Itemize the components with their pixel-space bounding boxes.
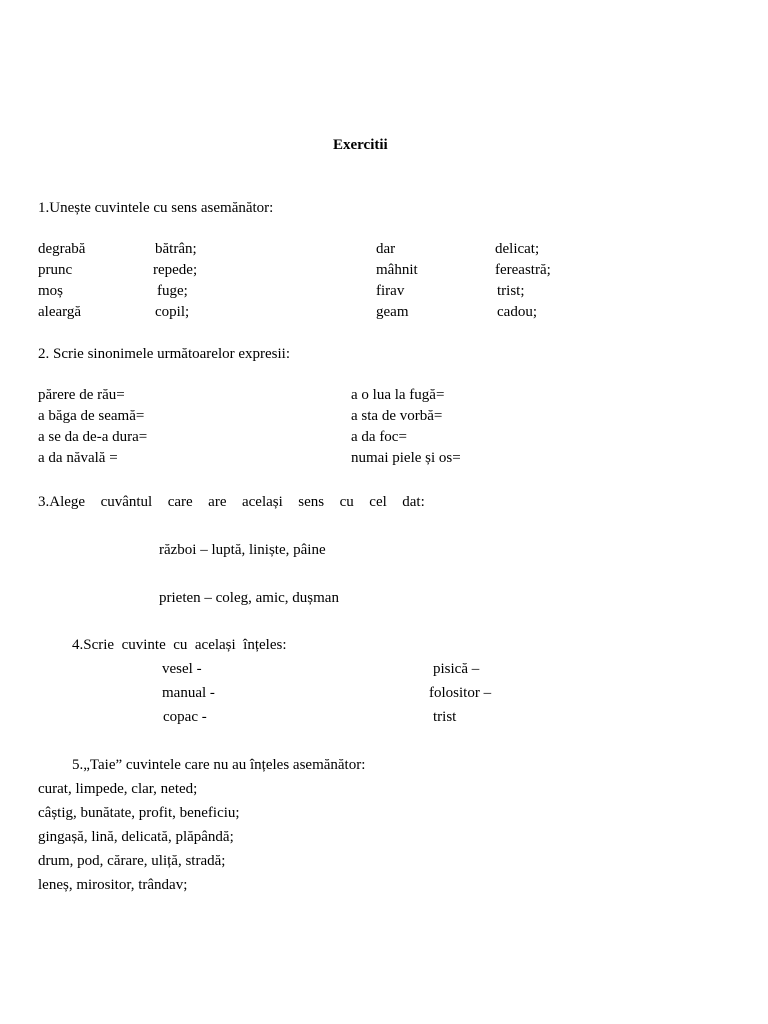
ex1-word: prunc: [38, 262, 73, 278]
ex4-word: manual -: [162, 685, 215, 701]
ex3-heading: 3.Alege cuvântul care are același sens cu cel dat:: [38, 494, 425, 510]
ex2-heading: 2. Scrie sinonimele următoarelor expresii:: [38, 346, 291, 362]
ex4-word: folositor –: [429, 685, 492, 701]
ex1-word: firav: [376, 283, 405, 299]
ex2-expression: a da năvală =: [38, 450, 118, 466]
ex1-heading: 1.Unește cuvintele cu sens asemănător:: [38, 200, 274, 216]
ex2-expression: a o lua la fugă=: [351, 387, 445, 403]
ex1-word: fuge;: [157, 283, 188, 299]
ex2-expression: părere de rău=: [38, 387, 125, 403]
ex1-word: aleargă: [38, 304, 82, 320]
ex2-expression: a băga de seamă=: [38, 408, 145, 424]
ex2-expression: a sta de vorbă=: [351, 408, 443, 424]
ex5-line: gingașă, lină, delicată, plăpândă;: [38, 829, 234, 845]
ex5-line: câștig, bunătate, profit, beneficiu;: [38, 805, 240, 821]
ex3-line: război – luptă, liniște, pâine: [159, 542, 326, 558]
ex5-line: leneș, mirositor, trândav;: [38, 877, 188, 893]
ex4-heading: 4.Scrie cuvinte cu același înțeles:: [72, 637, 287, 653]
ex4-word: pisică –: [433, 661, 480, 677]
ex1-word: fereastră;: [495, 262, 551, 278]
ex1-word: repede;: [153, 262, 198, 278]
ex1-word: degrabă: [38, 241, 86, 257]
ex1-word: mâhnit: [376, 262, 418, 278]
ex2-expression: numai piele și os=: [351, 450, 461, 466]
ex1-word: trist;: [497, 283, 525, 299]
ex2-expression: a da foc=: [351, 429, 407, 445]
ex1-word: dar: [376, 241, 396, 257]
ex1-word: delicat;: [495, 241, 540, 257]
page-title: Exercitii: [333, 137, 388, 153]
ex1-word: moș: [38, 283, 64, 299]
ex5-line: drum, pod, cărare, uliță, stradă;: [38, 853, 226, 869]
ex3-line: prieten – coleg, amic, dușman: [159, 590, 339, 606]
ex4-word: vesel -: [162, 661, 202, 677]
ex4-word: trist: [433, 709, 457, 725]
ex1-word: copil;: [155, 304, 190, 320]
ex1-word: cadou;: [497, 304, 537, 320]
ex2-expression: a se da de-a dura=: [38, 429, 148, 445]
ex1-word: bătrân;: [155, 241, 197, 257]
ex1-word: geam: [376, 304, 409, 320]
ex5-heading: 5.„Taie” cuvintele care nu au înțeles asemănător:: [72, 757, 366, 773]
ex4-word: copac -: [163, 709, 207, 725]
ex5-line: curat, limpede, clar, neted;: [38, 781, 198, 797]
